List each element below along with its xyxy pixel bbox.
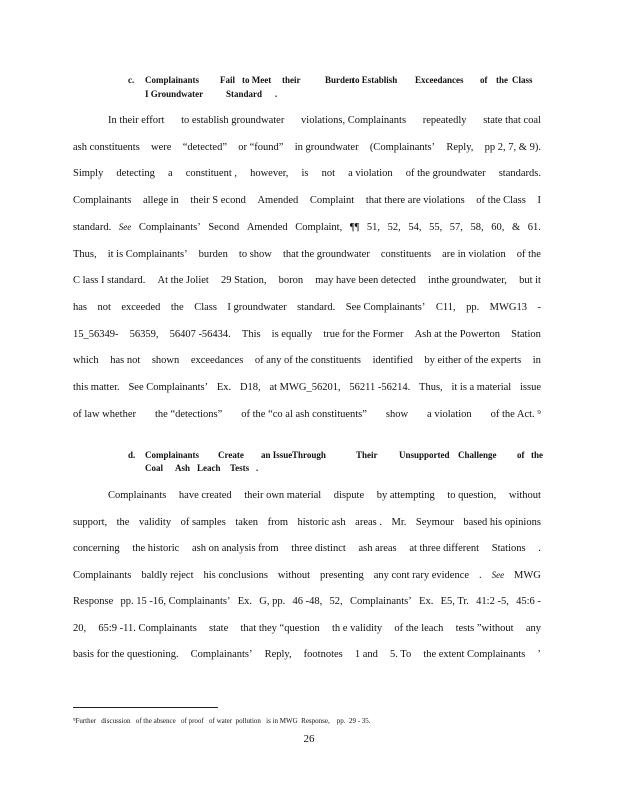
text-fragment: has [73, 301, 87, 313]
text-fragment: ash constituents [73, 141, 140, 153]
text-fragment: state that coal [483, 115, 541, 126]
text-fragment: Class [194, 301, 217, 313]
text-fragment: At the Joliet [157, 275, 209, 287]
text-fragment: any [525, 622, 541, 634]
text-fragment: concerning [73, 543, 120, 554]
text-fragment: & [511, 221, 521, 233]
text-fragment: shown [151, 355, 180, 367]
text-line [73, 543, 541, 554]
text-fragment: 15_56349- [73, 328, 119, 340]
text-fragment: from [267, 516, 288, 528]
text-fragment: detecting [116, 168, 155, 180]
text-fragment: Second [208, 221, 240, 233]
text-fragment: to question, [447, 490, 497, 501]
text-line [73, 649, 541, 660]
text-fragment: has not [110, 355, 141, 367]
text-fragment: based his opinions [463, 516, 541, 528]
text-fragment: D18, [239, 382, 261, 393]
text-fragment: it is Complainants’ [107, 248, 188, 260]
text-fragment: this matter. [73, 382, 120, 393]
text-fragment: Ex. [419, 596, 434, 607]
heading-word: the [496, 75, 508, 85]
text-line [73, 517, 541, 528]
text-fragment: but it [519, 275, 541, 287]
text-fragment: the extent Complainants [423, 649, 526, 660]
text-fragment: C lass I standard. [73, 275, 146, 287]
text-fragment: 55, [429, 221, 443, 233]
text-fragment: which [73, 355, 99, 367]
text-fragment: may have been detected [315, 275, 416, 287]
text-fragment: without [277, 569, 310, 581]
text-line [73, 596, 541, 607]
text-fragment: G, pp. [259, 596, 286, 607]
text-fragment: of samples [180, 516, 226, 528]
text-fragment: show [385, 408, 409, 420]
heading-word: an Issue [261, 450, 293, 460]
footnote-separator [73, 707, 218, 708]
text-fragment: 54, [408, 221, 422, 233]
text-fragment: 46 -48, [292, 596, 323, 607]
text-fragment: of the Act. ⁹ [490, 408, 541, 420]
text-fragment: 45:6 - [516, 596, 541, 607]
text-fragment: not [321, 168, 335, 180]
text-fragment: Complainants [73, 195, 132, 207]
text-fragment: E5, Tr. [440, 596, 469, 607]
text-fragment: Complainants [108, 490, 167, 501]
text-fragment: of any of the constituents [254, 355, 362, 367]
text-fragment: to show [238, 248, 272, 260]
text-fragment: 41:2 -5, [476, 596, 509, 607]
text-fragment: validity [138, 516, 172, 528]
text-fragment: at MWG_56201, [269, 382, 341, 393]
text-fragment: 20, [73, 622, 87, 634]
text-fragment: See [491, 569, 505, 580]
text-fragment: in [532, 355, 541, 367]
text-fragment: 60, [491, 221, 505, 233]
text-fragment: Reply, [446, 141, 474, 153]
heading-word: Complainants [145, 450, 200, 460]
text-fragment: Mr. [391, 516, 407, 528]
text-fragment: 56211 -56214. [349, 382, 411, 393]
text-fragment: 61. [527, 221, 541, 233]
heading-word: the [531, 450, 543, 460]
text-fragment: See [118, 221, 132, 232]
text-fragment: (Complainants’ [369, 141, 436, 153]
text-fragment: three distinct [291, 543, 346, 554]
text-fragment: MWG [514, 569, 541, 581]
text-fragment: ’ [537, 649, 541, 660]
text-fragment: 5. To [389, 649, 412, 660]
text-fragment: not [97, 301, 111, 313]
text-fragment: Complainants’ [190, 649, 253, 660]
text-line [73, 168, 541, 179]
text-fragment: violations, Complainants [301, 115, 407, 126]
text-fragment: Station [511, 328, 541, 340]
heading-word: d. [128, 450, 136, 460]
text-fragment: Complaint [309, 195, 355, 207]
text-fragment: 65:9 -11. Complainants [98, 622, 197, 634]
page-number: 26 [303, 733, 315, 745]
text-fragment: it is a material [451, 382, 512, 393]
text-fragment: their S econd [190, 195, 246, 207]
heading-word: Exceedances [415, 75, 464, 85]
heading-word: Tests [230, 463, 250, 473]
text-line [73, 329, 541, 340]
text-fragment: 56407 -56434. [169, 328, 231, 340]
text-fragment: to establish groundwater [181, 115, 285, 126]
text-fragment: Thus, [419, 382, 443, 393]
heading-word: Complainants [145, 75, 200, 85]
text-fragment: basis for the questioning. [73, 649, 179, 660]
text-fragment: boron [278, 275, 304, 287]
text-fragment: standards. [498, 168, 541, 180]
text-fragment: Ex. [216, 382, 232, 393]
text-fragment: 58, [470, 221, 484, 233]
text-fragment: 1 and [354, 649, 378, 660]
text-fragment: of the leach [394, 622, 444, 634]
text-fragment: their own material [244, 490, 322, 501]
text-fragment: a [167, 168, 173, 180]
text-fragment: issue [520, 382, 541, 393]
text-fragment: that there are violations [365, 195, 465, 207]
text-line [73, 275, 541, 286]
text-fragment: any cont rary evidence [373, 569, 470, 581]
text-fragment: Response [73, 596, 114, 607]
text-fragment: however, [250, 168, 289, 180]
text-fragment: Complainants’ [138, 221, 201, 233]
text-fragment: repeatedly [422, 115, 467, 126]
text-fragment: presenting [319, 569, 364, 581]
heading-word: Create [218, 450, 244, 460]
text-fragment: Amended [246, 221, 288, 233]
text-fragment: the “detections” [154, 408, 223, 420]
heading-word: to Establish [352, 75, 398, 85]
text-fragment: 52, [387, 221, 401, 233]
heading-word: Coal [145, 463, 163, 473]
text-fragment: Thus, [73, 248, 97, 260]
text-fragment: Stations [491, 543, 526, 554]
text-line [73, 570, 541, 581]
text-fragment: standard. [297, 301, 336, 313]
text-fragment: ¶¶ [349, 221, 360, 233]
text-fragment: Seymour [415, 516, 454, 528]
text-fragment: 52, [329, 596, 343, 607]
text-line [73, 355, 541, 366]
text-fragment: 51, [366, 221, 381, 233]
text-fragment: exceeded [121, 301, 161, 313]
text-fragment: MWG13 [489, 301, 527, 313]
text-fragment: the historic [132, 543, 180, 554]
text-line [73, 302, 541, 313]
text-fragment: areas . [355, 516, 382, 528]
text-line [108, 115, 541, 126]
heading-word: Challenge [458, 450, 497, 460]
text-fragment: standard. [73, 221, 112, 233]
text-fragment: constituents [380, 248, 432, 260]
text-fragment: a violation [427, 408, 472, 420]
footnote-9: ⁹Further discussion of the absence of proof of water pollution is in MWG Response, pp. 29 - 35. [73, 717, 371, 725]
heading-word: c. [128, 75, 135, 85]
text-fragment: allege in [142, 195, 179, 207]
text-fragment: of law whether [73, 408, 136, 420]
text-line [73, 142, 541, 153]
text-fragment: pp 2, 7, & 9). [484, 141, 541, 153]
text-fragment: are in violation [442, 248, 506, 260]
text-fragment: true for the Former [323, 328, 404, 340]
text-fragment: constituent , [185, 168, 238, 180]
text-fragment: identified [372, 355, 413, 367]
text-line [73, 222, 541, 233]
text-fragment: - [537, 301, 541, 313]
text-fragment: Ash at the Powerton [414, 328, 501, 340]
text-line [73, 382, 541, 393]
text-fragment: baldly reject [141, 569, 194, 581]
text-fragment: state [209, 622, 229, 634]
text-fragment: of the Class [476, 195, 526, 207]
heading-word: . [256, 463, 259, 473]
text-fragment: by either of the experts [424, 355, 522, 367]
heading-word: I Groundwater [145, 89, 204, 99]
text-fragment: the [116, 516, 130, 528]
text-fragment: or “found” [238, 141, 284, 153]
text-fragment: pp. [466, 301, 480, 313]
text-fragment: “detected” [182, 141, 227, 153]
text-fragment: have created [178, 490, 232, 501]
heading-word: Through [292, 450, 326, 460]
heading-word: . [275, 89, 278, 99]
text-fragment: This [241, 328, 261, 340]
text-fragment: his conclusions [203, 569, 268, 581]
text-fragment: 57, [449, 221, 463, 233]
text-fragment: ash areas [358, 543, 397, 554]
text-fragment: the [170, 301, 184, 313]
text-fragment: at three different [409, 543, 480, 554]
text-fragment: of the “co al ash constituents” [241, 408, 367, 420]
text-fragment: Amended [257, 195, 299, 207]
text-fragment: dispute [333, 490, 365, 501]
text-fragment: exceedances [190, 355, 244, 367]
text-fragment: I groundwater [227, 301, 287, 313]
text-fragment: of the [516, 248, 541, 260]
text-fragment: See Complainants’ [128, 382, 209, 393]
text-fragment: C11, [435, 301, 456, 313]
heading-word: to Meet [242, 75, 272, 85]
text-fragment: that the groundwater [282, 248, 370, 260]
text-fragment: taken [235, 516, 259, 528]
text-fragment: . [478, 569, 482, 581]
text-fragment: burden [198, 248, 228, 260]
text-fragment: by attempting [376, 490, 435, 501]
text-fragment: in groundwater [294, 141, 359, 153]
text-fragment: I [537, 195, 541, 207]
text-fragment: Reply, [264, 649, 292, 660]
text-fragment: support, [73, 516, 108, 528]
heading-word: Fail [220, 75, 235, 85]
text-fragment: footnotes [303, 649, 343, 660]
text-fragment: is [301, 168, 309, 180]
heading-word: Leach [197, 463, 221, 473]
text-fragment: See Complainants’ [345, 301, 426, 313]
text-fragment: a violation [348, 168, 393, 180]
text-fragment: were [151, 141, 172, 153]
text-fragment: 29 Station, [220, 275, 267, 287]
text-fragment: In their effort [108, 115, 165, 126]
text-fragment: Complaint, [295, 221, 343, 233]
heading-word: Their [356, 450, 378, 460]
text-fragment: th e validity [332, 622, 383, 634]
text-line [73, 623, 541, 634]
text-fragment: ash on analysis from [191, 543, 279, 554]
text-fragment: tests ”without [455, 622, 514, 634]
heading-word: Class [512, 75, 533, 85]
text-fragment: is equally [271, 328, 313, 340]
heading-word: of [517, 450, 525, 460]
text-line [73, 195, 541, 206]
text-fragment: . [538, 543, 541, 554]
heading-word: of [480, 75, 488, 85]
text-line [108, 490, 541, 501]
text-fragment: without [508, 490, 541, 501]
heading-word: their [282, 75, 301, 85]
heading-word: Burden [325, 75, 355, 85]
text-fragment: Complainants [73, 569, 132, 581]
text-fragment: Ex. [237, 596, 253, 607]
text-fragment: historic ash [297, 516, 346, 528]
heading-word: Unsupported [399, 450, 450, 460]
text-fragment: 56359, [129, 328, 159, 340]
heading-word: Ash [175, 463, 191, 473]
text-fragment: inthe groundwater, [428, 275, 507, 287]
text-fragment: that they “question [240, 622, 320, 634]
text-line [73, 249, 541, 260]
text-fragment: Simply [73, 168, 104, 180]
heading-word: Standard [226, 89, 263, 99]
text-fragment: Complainants’ [349, 596, 412, 607]
text-fragment: of the groundwater [405, 168, 486, 180]
text-fragment: pp. 15 -16, Complainants’ [120, 596, 231, 607]
text-line [73, 409, 541, 420]
